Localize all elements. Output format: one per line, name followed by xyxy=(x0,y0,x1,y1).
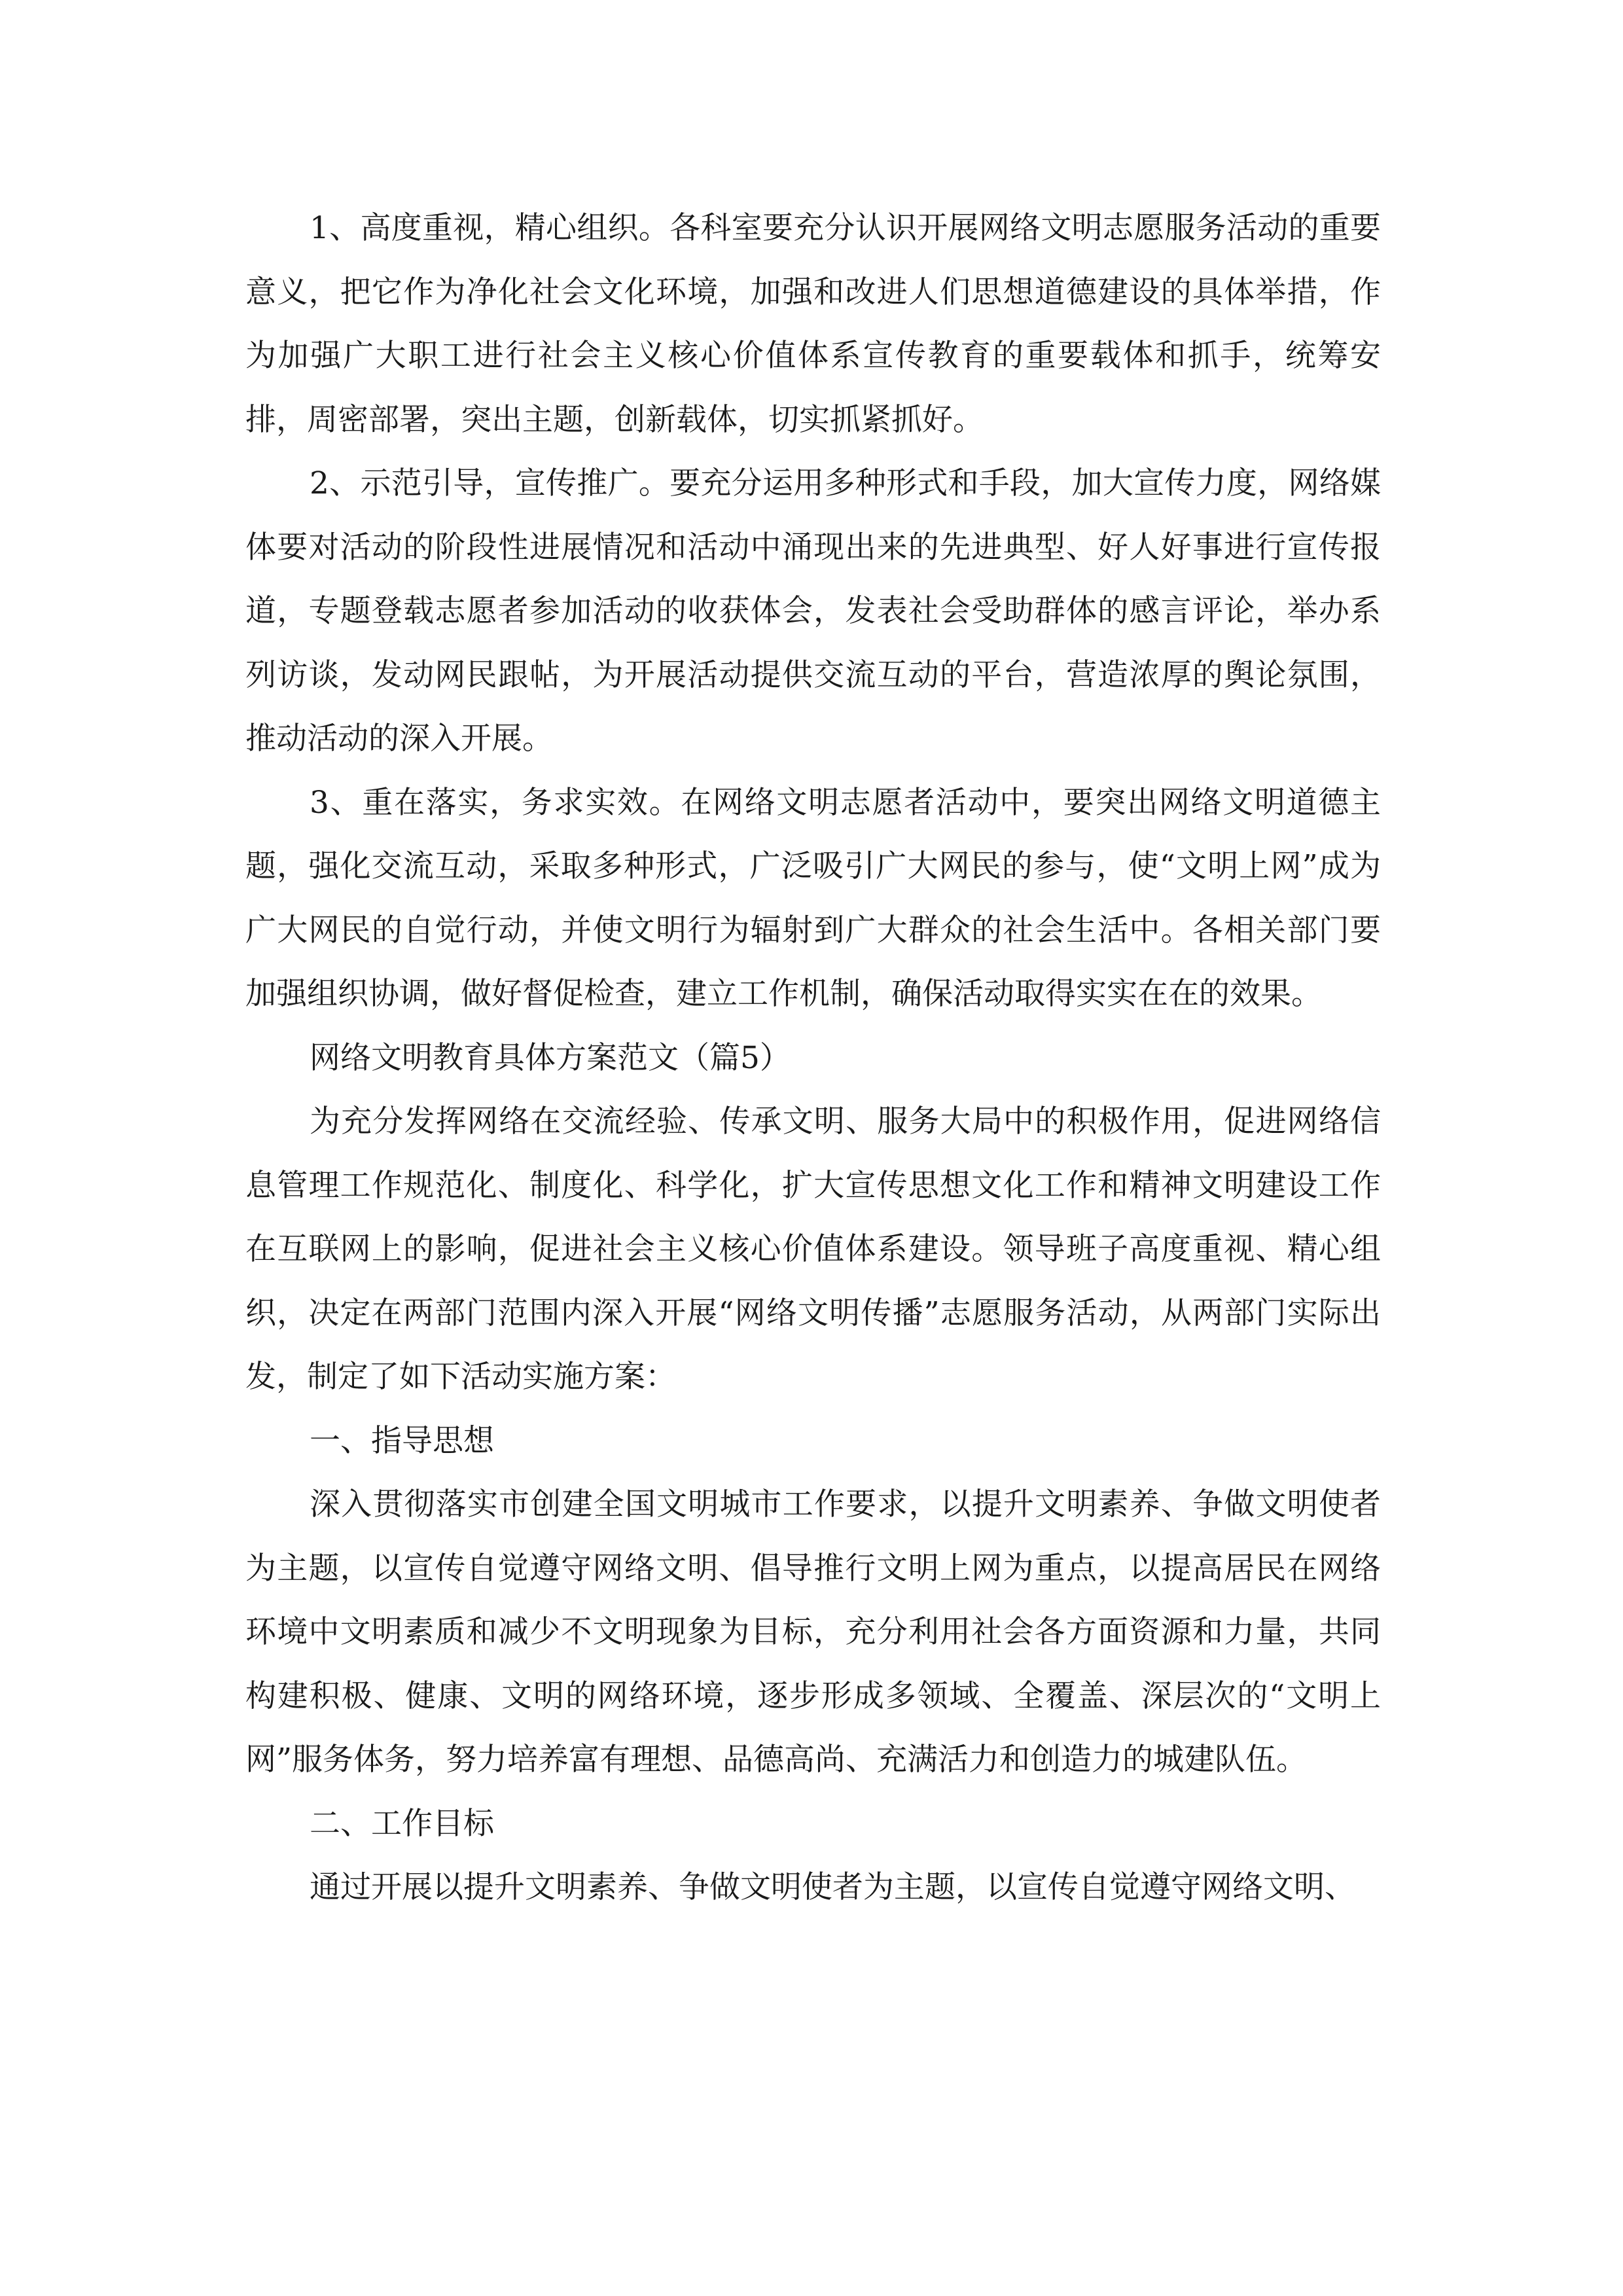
paragraph-measure-3: 3、重在落实，务求实效。在网络文明志愿者活动中，要突出网络文明道德主题，强化交流互动，采取多种形式，广泛吸引广大网民的参与，使“文明上网”成为广大网民的自觉行动，并使文明行为辐射到广大群众的社会生活中。各相关部门要加强组织协调，做好督促检查，建立工作机制，确保活动取得实实在在的效果。 xyxy=(245,784,1381,1012)
heading-work-goals: 二、工作目标 xyxy=(310,1805,494,1842)
paragraph-measure-1: 1、高度重视，精心组织。各科室要充分认识开展网络文明志愿服务活动的重要意义，把它作为净化社会文化环境，加强和改进人们思想道德建设的具体举措，作为加强广大职工进行社会主义核心价值体系宣传教育的重要载体和抓手，统筹安排，周密部署，突出主题，创新载体，切实抓紧抓好。 xyxy=(245,210,1381,438)
heading-guiding-ideology: 一、指导思想 xyxy=(310,1422,494,1459)
paragraph-guiding-ideology: 深入贯彻落实市创建全国文明城市工作要求，以提升文明素养、争做文明使者为主题，以宣传自觉遵守网络文明、倡导推行文明上网为重点，以提高居民在网络环境中文明素质和减少不文明现象为目标，充分利用社会各方面资源和力量，共同构建积极、健康、文明的网络环境，逐步形成多领域、全覆盖、深层次的“文明上网”服务体务，努力培养富有理想、品德高尚、充满活力和创造力的城建队伍。 xyxy=(245,1486,1381,1778)
document-body xyxy=(245,196,1381,1920)
paragraph-measure-2: 2、示范引导，宣传推广。要充分运用多种形式和手段，加大宣传力度，网络媒体要对活动的阶段性进展情况和活动中涌现出来的先进典型、好人好事进行宣传报道，专题登载志愿者参加活动的收获体会，发表社会受助群体的感言评论，举办系列访谈，发动网民跟帖，为开展活动提供交流互动的平台，营造浓厚的舆论氛围，推动活动的深入开展。 xyxy=(245,465,1381,757)
paragraph-intro: 为充分发挥网络在交流经验、传承文明、服务大局中的积极作用，促进网络信息管理工作规范化、制度化、科学化，扩大宣传思想文化工作和精神文明建设工作在互联网上的影响，促进社会主义核心价值体系建设。领导班子高度重视、精心组织，决定在两部门范围内深入开展“网络文明传播”志愿服务活动，从两部门实际出发，制定了如下活动实施方案： xyxy=(245,1103,1381,1395)
paragraph-work-goals: 通过开展以提升文明素养、争做文明使者为主题，以宣传自觉遵守网络文明、 xyxy=(310,1869,1355,1905)
section-title: 网络文明教育具体方案范文（篇5） xyxy=(310,1039,791,1076)
